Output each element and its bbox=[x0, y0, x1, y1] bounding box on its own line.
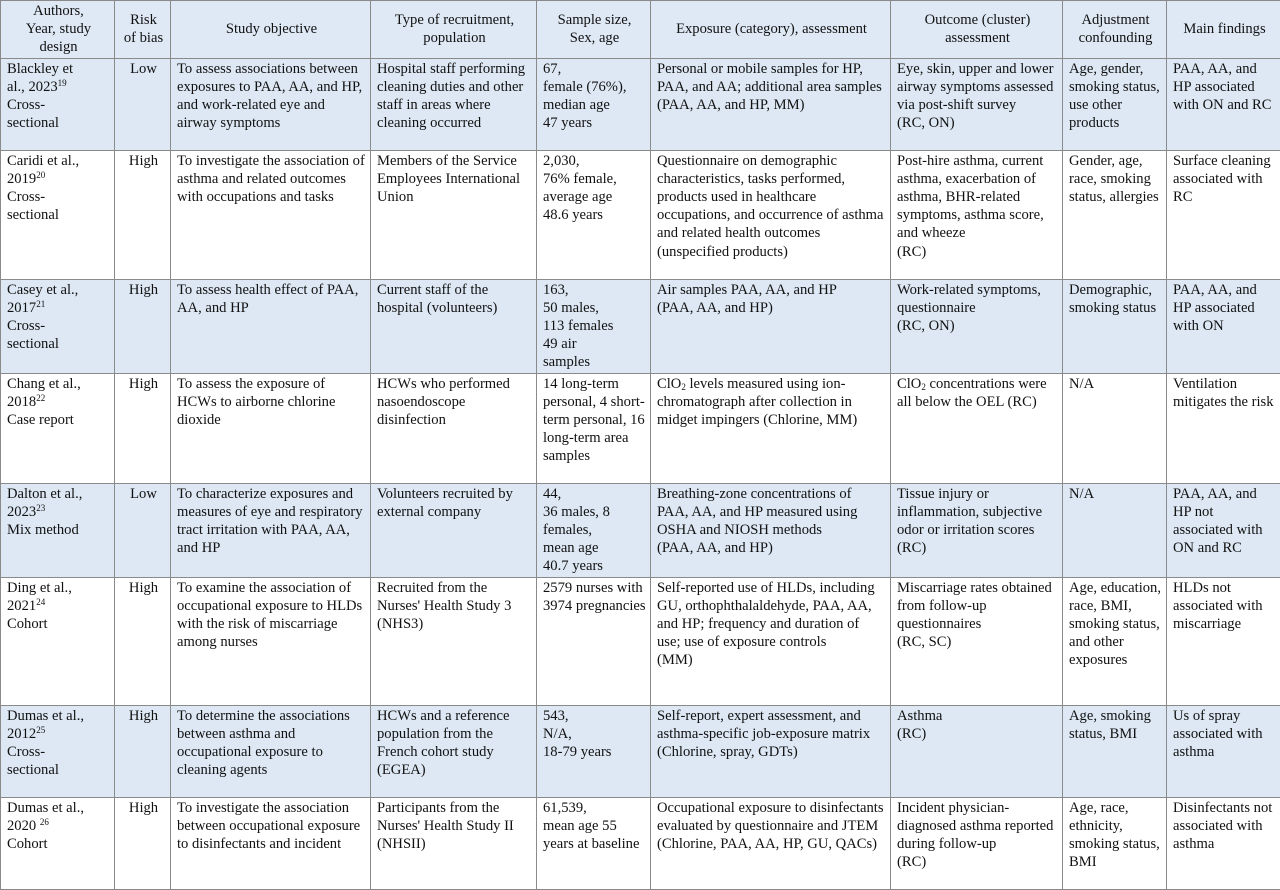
recruitment-cell: HCWs and a reference population from the French cohort study (EGEA) bbox=[371, 705, 537, 797]
formula-subscript: 2 bbox=[681, 382, 686, 392]
adjustment-cell: N/A bbox=[1063, 483, 1167, 577]
study-design: Cross- sectional bbox=[7, 189, 59, 223]
outcome-cell bbox=[891, 373, 1063, 483]
adjustment-cell: Age, smoking status, BMI bbox=[1063, 705, 1167, 797]
header-main-findings: Main findings bbox=[1167, 1, 1280, 59]
risk-of-bias-cell: High bbox=[115, 279, 171, 373]
recruitment-cell: Volunteers recruited by external company bbox=[371, 483, 537, 577]
adjustment-cell: Gender, age, race, smoking status, allergies bbox=[1063, 150, 1167, 279]
author-cell bbox=[1, 150, 115, 279]
risk-of-bias-cell: High bbox=[115, 705, 171, 797]
findings-cell: PAA, AA, and HP associated with ON bbox=[1167, 279, 1280, 373]
table-header-row bbox=[1, 1, 1280, 59]
recruitment-cell: Participants from the Nurses' Health Study II (NHSII) bbox=[371, 797, 537, 889]
sample-cell: 2579 nurses with 3974 pregnancies bbox=[537, 577, 651, 705]
adjustment-cell: Age, gender, smoking status, use other products bbox=[1063, 58, 1167, 150]
study-design: Cross- sectional bbox=[7, 97, 59, 131]
header-risk-of-bias: Risk of bias bbox=[115, 1, 171, 59]
header-sample-size: Sample size, Sex, age bbox=[537, 1, 651, 59]
table-row bbox=[1, 483, 1280, 577]
author-text: Ding et al., 2021 bbox=[7, 580, 72, 614]
sample-cell: 14 long-term personal, 4 short-term personal, 16 long-term area samples bbox=[537, 373, 651, 483]
findings-cell: PAA, AA, and HP not associated with ON and RC bbox=[1167, 483, 1280, 577]
recruitment-cell: Members of the Service Employees International Union bbox=[371, 150, 537, 279]
adjustment-cell: Age, education, race, BMI, smoking status, and other exposures bbox=[1063, 577, 1167, 705]
table-row bbox=[1, 373, 1280, 483]
objective-cell: To investigate the association between occupational exposure to disinfectants and incident bbox=[171, 797, 371, 889]
author-text: Dumas et al., 2012 bbox=[7, 708, 84, 742]
outcome-cell: Asthma (RC) bbox=[891, 705, 1063, 797]
header-recruitment: Type of recruitment, population bbox=[371, 1, 537, 59]
table-row bbox=[1, 58, 1280, 150]
table-row bbox=[1, 577, 1280, 705]
outcome-cell: Post-hire asthma, current asthma, exacerbation of asthma, BHR-related symptoms, asthma score, and wheeze (RC) bbox=[891, 150, 1063, 279]
exposure-cell: Questionnaire on demographic characteristics, tasks performed, products used in healthcare occupations, and occurrence of asthma and related health outcomes (unspecified products) bbox=[651, 150, 891, 279]
outcome-formula: ClO bbox=[897, 376, 921, 392]
outcome-cell: Eye, skin, upper and lower airway symptoms assessed via post-shift survey (RC, ON) bbox=[891, 58, 1063, 150]
objective-cell: To assess associations between exposures to PAA, AA, and HP, and work-related eye and airway symptoms bbox=[171, 58, 371, 150]
header-adjustment: Adjustment confounding bbox=[1063, 1, 1167, 59]
recruitment-cell: Current staff of the hospital (volunteers) bbox=[371, 279, 537, 373]
header-authors: Authors, Year, study design bbox=[1, 1, 115, 59]
recruitment-cell: Recruited from the Nurses' Health Study 3 (NHS3) bbox=[371, 577, 537, 705]
author-text: Chang et al., 2018 bbox=[7, 376, 81, 410]
header-exposure: Exposure (category), assessment bbox=[651, 1, 891, 59]
risk-of-bias-cell: High bbox=[115, 797, 171, 889]
author-text: Dumas et al., 2020 bbox=[7, 800, 84, 834]
study-design: Cohort bbox=[7, 836, 48, 852]
outcome-text: concentrations were all below the OEL (RC) bbox=[897, 376, 1047, 410]
author-text: Blackley et al., 2023 bbox=[7, 61, 73, 95]
author-text: Caridi et al., 2019 bbox=[7, 153, 79, 187]
adjustment-cell: Age, race, ethnicity, smoking status, BMI bbox=[1063, 797, 1167, 889]
exposure-cell: Personal or mobile samples for HP, PAA, and AA; additional area samples (PAA, AA, and HP, MM) bbox=[651, 58, 891, 150]
findings-cell: PAA, AA, and HP associated with ON and RC bbox=[1167, 58, 1280, 150]
risk-of-bias-cell: Low bbox=[115, 483, 171, 577]
exposure-cell: Self-reported use of HLDs, including GU, orthophthalaldehyde, PAA, AA, and HP; frequency and duration of use; use of exposure controls (MM) bbox=[651, 577, 891, 705]
exposure-cell bbox=[651, 373, 891, 483]
exposure-text: levels measured using ion-chromatograph after collection in midget impingers (Chlorine, MM) bbox=[657, 376, 857, 428]
study-design: Case report bbox=[7, 412, 74, 428]
adjustment-cell: Demographic, smoking status bbox=[1063, 279, 1167, 373]
risk-of-bias-cell: High bbox=[115, 150, 171, 279]
objective-cell: To determine the associations between asthma and occupational exposure to cleaning agents bbox=[171, 705, 371, 797]
adjustment-cell: N/A bbox=[1063, 373, 1167, 483]
author-cell bbox=[1, 58, 115, 150]
study-design: Cohort bbox=[7, 616, 48, 632]
reference-number: 26 bbox=[40, 817, 49, 827]
table-row bbox=[1, 150, 1280, 279]
findings-cell: Ventilation mitigates the risk bbox=[1167, 373, 1280, 483]
recruitment-cell: Hospital staff performing cleaning duties and other staff in areas where cleaning occurred bbox=[371, 58, 537, 150]
reference-number: 21 bbox=[36, 299, 45, 309]
outcome-cell: Work-related symptoms, questionnaire (RC, ON) bbox=[891, 279, 1063, 373]
outcome-cell: Miscarriage rates obtained from follow-up questionnaires (RC, SC) bbox=[891, 577, 1063, 705]
sample-cell: 163, 50 males, 113 females 49 air samples bbox=[537, 279, 651, 373]
author-cell bbox=[1, 705, 115, 797]
outcome-cell: Tissue injury or inflammation, subjective odor or irritation scores (RC) bbox=[891, 483, 1063, 577]
risk-of-bias-cell: Low bbox=[115, 58, 171, 150]
sample-cell: 543, N/A, 18-79 years bbox=[537, 705, 651, 797]
study-design: Mix method bbox=[7, 522, 79, 538]
reference-number: 19 bbox=[58, 78, 67, 88]
reference-number: 20 bbox=[36, 170, 45, 180]
exposure-formula: ClO bbox=[657, 376, 681, 392]
objective-cell: To examine the association of occupational exposure to HLDs with the risk of miscarriage among nurses bbox=[171, 577, 371, 705]
objective-cell: To assess health effect of PAA, AA, and HP bbox=[171, 279, 371, 373]
author-cell bbox=[1, 373, 115, 483]
reference-number: 22 bbox=[36, 393, 45, 403]
reference-number: 23 bbox=[36, 503, 45, 513]
risk-of-bias-cell: High bbox=[115, 577, 171, 705]
header-outcome: Outcome (cluster) assessment bbox=[891, 1, 1063, 59]
formula-subscript: 2 bbox=[921, 382, 926, 392]
objective-cell: To characterize exposures and measures of eye and respiratory tract irritation with PAA, AA, and HP bbox=[171, 483, 371, 577]
findings-cell: Us of spray associated with asthma bbox=[1167, 705, 1280, 797]
table-row bbox=[1, 797, 1280, 889]
sample-cell: 2,030, 76% female, average age 48.6 years bbox=[537, 150, 651, 279]
author-text: Casey et al., 2017 bbox=[7, 282, 78, 316]
sample-cell: 67, female (76%), median age 47 years bbox=[537, 58, 651, 150]
header-study-objective: Study objective bbox=[171, 1, 371, 59]
objective-cell: To investigate the association of asthma and related outcomes with occupations and tasks bbox=[171, 150, 371, 279]
table-row bbox=[1, 705, 1280, 797]
exposure-cell: Occupational exposure to disinfectants evaluated by questionnaire and JTEM (Chlorine, PAA, AA, HP, GU, QACs) bbox=[651, 797, 891, 889]
study-design: Cross- sectional bbox=[7, 318, 59, 352]
outcome-cell: Incident physician-diagnosed asthma reported during follow-up (RC) bbox=[891, 797, 1063, 889]
reference-number: 24 bbox=[36, 597, 45, 607]
exposure-cell: Breathing-zone concentrations of PAA, AA, and HP measured using OSHA and NIOSH methods (PAA, AA, and HP) bbox=[651, 483, 891, 577]
objective-cell: To assess the exposure of HCWs to airborne chlorine dioxide bbox=[171, 373, 371, 483]
study-design: Cross- sectional bbox=[7, 744, 59, 778]
author-cell bbox=[1, 577, 115, 705]
author-cell bbox=[1, 797, 115, 889]
sample-cell: 61,539, mean age 55 years at baseline bbox=[537, 797, 651, 889]
recruitment-cell: HCWs who performed nasoendoscope disinfection bbox=[371, 373, 537, 483]
reference-number: 25 bbox=[36, 725, 45, 735]
exposure-cell: Self-report, expert assessment, and asthma-specific job-exposure matrix (Chlorine, spray, GDTs) bbox=[651, 705, 891, 797]
findings-cell: Surface cleaning associated with RC bbox=[1167, 150, 1280, 279]
findings-cell: Disinfectants not associated with asthma bbox=[1167, 797, 1280, 889]
risk-of-bias-cell: High bbox=[115, 373, 171, 483]
author-cell bbox=[1, 279, 115, 373]
author-cell bbox=[1, 483, 115, 577]
author-text: Dalton et al., 2023 bbox=[7, 486, 82, 520]
findings-cell: HLDs not associated with miscarriage bbox=[1167, 577, 1280, 705]
table-row bbox=[1, 279, 1280, 373]
exposure-cell: Air samples PAA, AA, and HP (PAA, AA, and HP) bbox=[651, 279, 891, 373]
sample-cell: 44, 36 males, 8 females, mean age 40.7 years bbox=[537, 483, 651, 577]
